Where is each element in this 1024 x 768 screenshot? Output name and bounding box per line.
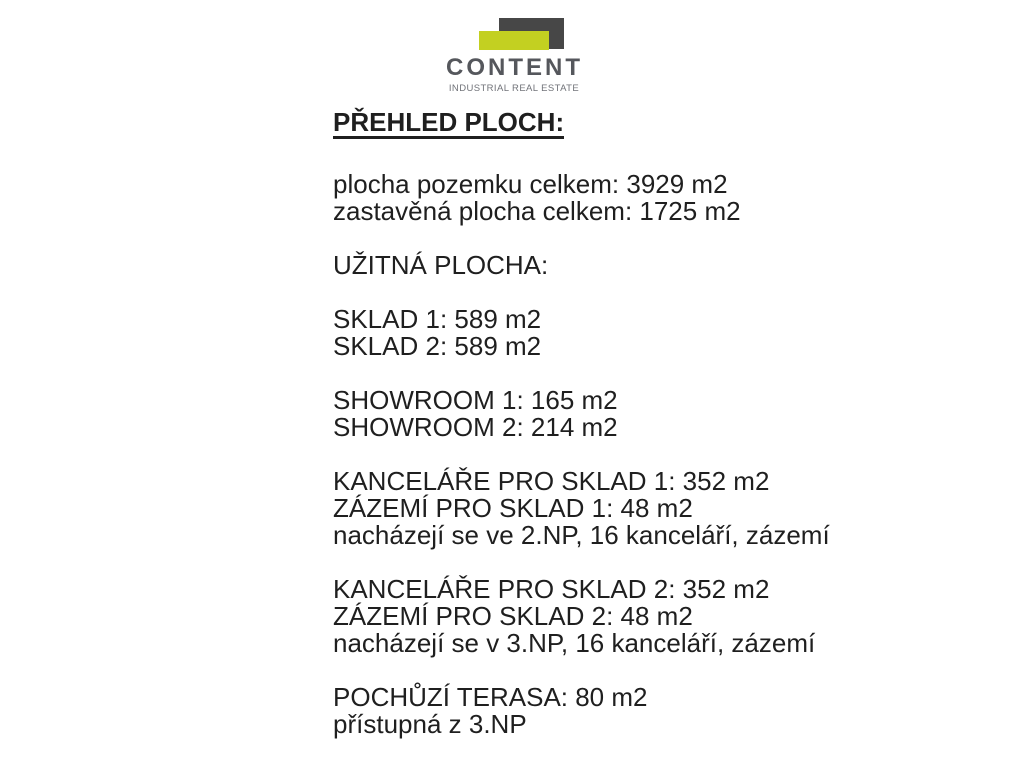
text-line: UŽITNÁ PLOCHA: xyxy=(333,250,549,280)
logo-wordmark: CONTENT xyxy=(446,54,583,81)
logo-dark-column-shape xyxy=(549,18,564,49)
paragraph-terrace xyxy=(333,684,830,738)
text-line: nacházejí se ve 2.NP, 16 kanceláří, zázemí xyxy=(333,520,830,550)
text-line: ZÁZEMÍ PRO SKLAD 1: 48 m2 xyxy=(333,493,693,523)
text-line: nacházejí se v 3.NP, 16 kanceláří, zázemí xyxy=(333,628,816,658)
text-line: zastavěná plocha celkem: 1725 m2 xyxy=(333,196,741,226)
text-line: SKLAD 2: 589 m2 xyxy=(333,331,542,361)
paragraph-total-areas xyxy=(333,171,830,225)
logo-icon xyxy=(459,14,569,52)
paragraph-showroom-areas xyxy=(333,387,830,441)
text-line: SHOWROOM 1: 165 m2 xyxy=(333,385,618,415)
paragraph-warehouse-areas xyxy=(333,306,830,360)
area-overview-document xyxy=(333,109,830,765)
page-title-text: PŘEHLED PLOCH: xyxy=(333,107,565,137)
paragraph-offices-warehouse-1 xyxy=(333,468,830,549)
logo-accent-block-shape xyxy=(479,31,549,50)
text-line: plocha pozemku celkem: 3929 m2 xyxy=(333,169,728,199)
text-line: POCHŮZÍ TERASA: 80 m2 xyxy=(333,682,648,712)
text-line: SKLAD 1: 589 m2 xyxy=(333,304,542,334)
page-title xyxy=(333,109,830,139)
text-line: SHOWROOM 2: 214 m2 xyxy=(333,412,618,442)
text-line: KANCELÁŘE PRO SKLAD 2: 352 m2 xyxy=(333,574,770,604)
logo-tagline: INDUSTRIAL REAL ESTATE xyxy=(448,83,580,94)
paragraph-usable-area-heading xyxy=(333,252,830,279)
company-logo xyxy=(446,14,582,94)
text-line: KANCELÁŘE PRO SKLAD 1: 352 m2 xyxy=(333,466,770,496)
paragraph-offices-warehouse-2 xyxy=(333,576,830,657)
text-line: ZÁZEMÍ PRO SKLAD 2: 48 m2 xyxy=(333,601,693,631)
text-line: přístupná z 3.NP xyxy=(333,709,527,739)
